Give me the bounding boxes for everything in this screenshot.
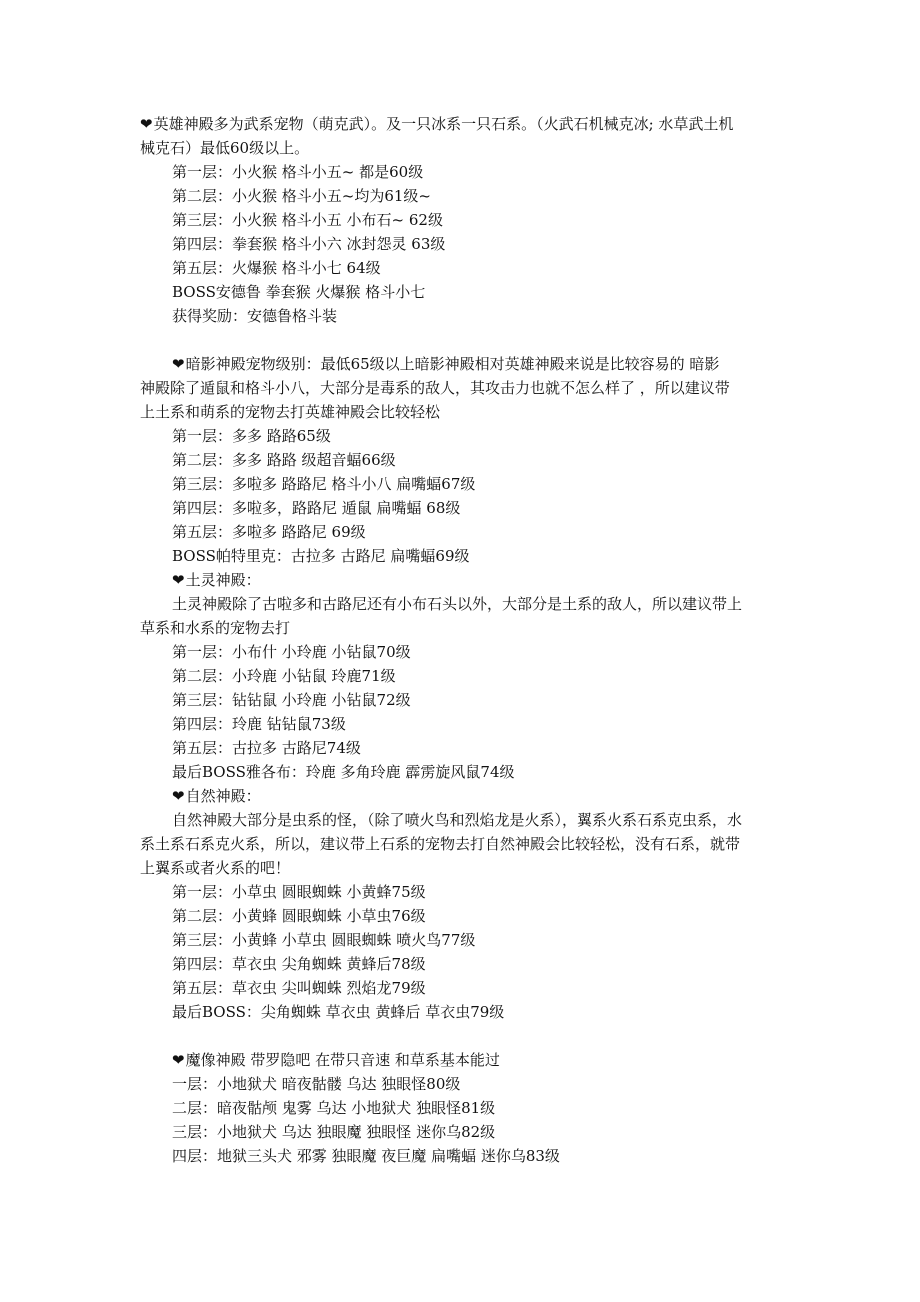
earth-floor-3: 第三层：钻钻鼠 小玲鹿 小钻鼠72级 bbox=[172, 691, 411, 709]
demon-floor-3: 三层：小地狱犬 乌达 独眼魔 独眼怪 迷你乌82级 bbox=[172, 1123, 496, 1141]
earth-desc-line-1: 土灵神殿除了古啦多和古路尼还有小布石头以外，大部分是土系的敌人，所以建议带上 bbox=[172, 595, 743, 613]
nature-floor-4: 第四层：草衣虫 尖角蜘蛛 黄蜂后78级 bbox=[172, 955, 426, 973]
hero-floor-3: 第三层：小火猴 格斗小五 小布石~ 62级 bbox=[172, 211, 443, 229]
hero-floor-5: 第五层：火爆猴 格斗小七 64级 bbox=[172, 259, 381, 277]
heart-icon: ❤ bbox=[172, 355, 185, 373]
shadow-floor-4: 第四层：多啦多，路路尼 遁鼠 扁嘴蝠 68级 bbox=[172, 499, 461, 517]
nature-desc-line-3: 上翼系或者火系的吧！ bbox=[140, 859, 291, 877]
nature-floor-1: 第一层：小草虫 圆眼蜘蛛 小黄蜂75级 bbox=[172, 883, 426, 901]
shadow-intro-line-2: 神殿除了遁鼠和格斗小八，大部分是毒系的敌人，其攻击力也就不怎么样了 ，所以建议带 bbox=[140, 379, 730, 397]
shadow-floor-2: 第二层：多多 路路 级超音蝠66级 bbox=[172, 451, 396, 469]
nature-desc-line-2: 系土系石系克火系，所以，建议带上石系的宠物去打自然神殿会比较轻松，没有石系，就带 bbox=[140, 835, 741, 853]
nature-boss: 最后BOSS：尖角蜘蛛 草衣虫 黄蜂后 草衣虫79级 bbox=[172, 1003, 505, 1021]
hero-floor-1: 第一层：小火猴 格斗小五~ 都是60级 bbox=[172, 163, 424, 181]
earth-floor-5: 第五层：古拉多 古路尼74级 bbox=[172, 739, 361, 757]
shadow-floor-3: 第三层：多啦多 路路尼 格斗小八 扁嘴蝠67级 bbox=[172, 475, 476, 493]
nature-desc-line-1: 自然神殿大部分是虫系的怪，（除了喷火鸟和烈焰龙是火系），翼系火系石系克虫系，水 bbox=[172, 811, 743, 829]
nature-floor-3: 第三层：小黄蜂 小草虫 圆眼蜘蛛 喷火鸟77级 bbox=[172, 931, 476, 949]
shadow-intro-line-3: 上土系和萌系的宠物去打英雄神殿会比较轻松 bbox=[140, 403, 441, 421]
earth-boss: 最后BOSS雅各布：玲鹿 多角玲鹿 霹雳旋风鼠74级 bbox=[172, 763, 515, 781]
demon-floor-2: 二层：暗夜骷颅 鬼雾 乌达 小地狱犬 独眼怪81级 bbox=[172, 1099, 496, 1117]
hero-intro-line-2: 械克石）最低60级以上。 bbox=[140, 139, 310, 157]
heart-icon: ❤ bbox=[172, 1051, 185, 1069]
demon-floor-4: 四层：地狱三头犬 邪雾 独眼魔 夜巨魔 扁嘴蝠 迷你乌83级 bbox=[172, 1147, 560, 1165]
earth-floor-4: 第四层：玲鹿 钻钻鼠73级 bbox=[172, 715, 346, 733]
heart-icon: ❤ bbox=[172, 787, 185, 805]
hero-floor-2: 第二层：小火猴 格斗小五~均为61级~ bbox=[172, 187, 431, 205]
nature-floor-5: 第五层：草衣虫 尖叫蜘蛛 烈焰龙79级 bbox=[172, 979, 426, 997]
shadow-floor-5: 第五层：多啦多 路路尼 69级 bbox=[172, 523, 366, 541]
earth-title: ❤土灵神殿： bbox=[172, 571, 261, 589]
earth-floor-1: 第一层：小布什 小玲鹿 小钻鼠70级 bbox=[172, 643, 411, 661]
earth-desc-line-2: 草系和水系的宠物去打 bbox=[140, 619, 291, 637]
heart-icon: ❤ bbox=[140, 115, 153, 133]
shadow-intro-line-1: ❤暗影神殿宠物级别：最低65级以上暗影神殿相对英雄神殿来说是比较容易的 暗影 bbox=[172, 355, 720, 373]
demon-title: ❤魔像神殿 带罗隐吧 在带只音速 和草系基本能过 bbox=[172, 1051, 500, 1069]
hero-boss: BOSS安德鲁 拳套猴 火爆猴 格斗小七 bbox=[172, 283, 426, 301]
hero-intro-line-1: ❤英雄神殿多为武系宠物（萌克武）。及一只冰系一只石系。（火武石机械克冰; 水草武土机 bbox=[140, 115, 734, 133]
demon-floor-1: 一层：小地狱犬 暗夜骷髅 乌达 独眼怪80级 bbox=[172, 1075, 461, 1093]
earth-floor-2: 第二层：小玲鹿 小钻鼠 玲鹿71级 bbox=[172, 667, 396, 685]
shadow-floor-1: 第一层：多多 路路65级 bbox=[172, 427, 331, 445]
heart-icon: ❤ bbox=[172, 571, 185, 589]
hero-reward: 获得奖励：安德鲁格斗装 bbox=[172, 307, 338, 325]
nature-title: ❤自然神殿： bbox=[172, 787, 261, 805]
hero-floor-4: 第四层：拳套猴 格斗小六 冰封怨灵 63级 bbox=[172, 235, 446, 253]
nature-floor-2: 第二层：小黄蜂 圆眼蜘蛛 小草虫76级 bbox=[172, 907, 426, 925]
shadow-boss: BOSS帕特里克：古拉多 古路尼 扁嘴蝠69级 bbox=[172, 547, 470, 565]
